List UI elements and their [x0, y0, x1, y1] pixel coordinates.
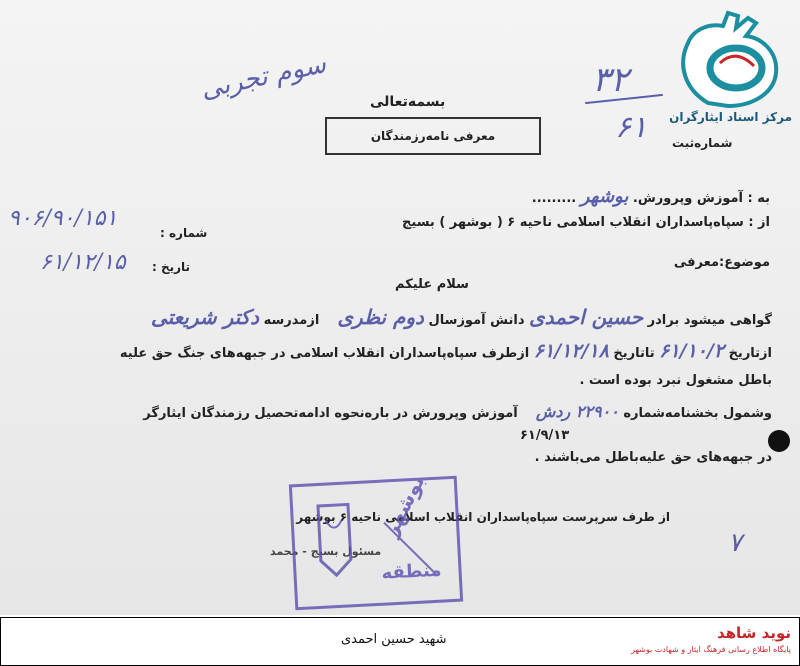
official-stamp: [289, 470, 463, 611]
brand-subtitle: پایگاه اطلاع رسانی فرهنگ ایثار و شهادت بوشهر: [631, 645, 791, 654]
letter-type-title: معرفی نامه‌رزمندگان: [370, 129, 496, 143]
greeting: سلام علیکم: [395, 277, 469, 292]
signature-line: از طرف سرپرست سپاه‌پاسداران انقلاب اسلامی ناحیه ۶ بوشهر: [296, 510, 670, 524]
punch-hole: [768, 430, 790, 452]
recipient-label: به : آموزش وپرورش.: [632, 191, 770, 206]
registration-label: شماره‌ثبت: [672, 136, 733, 150]
letter-type-box: [325, 117, 541, 155]
line2-text-b: تاتاریخ: [613, 346, 655, 361]
sender-line: از : سپاه‌پاسداران انقلاب اسلامی ناحیه ۶ ( بوشهر ) بسیج: [402, 215, 770, 230]
recipient-line: [532, 186, 770, 207]
recipient-dots: .........: [531, 191, 577, 206]
student-name-handwritten: حسین احمدی: [529, 305, 644, 329]
brand-title: نوید شاهد: [716, 624, 791, 642]
handwritten-ref-number-2: ۶۱: [615, 110, 648, 145]
subject-line: موضوع:معرفی: [673, 255, 770, 270]
handwritten-side-mark: ۷: [728, 528, 742, 558]
line4-text-b: آموزش وپرورش در باره‌نحوه ادامه‌تحصیل رزمندگان ایثارگر: [143, 406, 518, 421]
stamp-text-city: بوشهر: [378, 470, 430, 541]
line1-text-b: دانش آموزسال: [428, 313, 525, 328]
stamp-emblem-icon: [292, 479, 458, 605]
handwritten-grade-note: سوم تجربی: [198, 49, 329, 105]
number-label: شماره :: [160, 226, 208, 240]
line4-text-a: وشمول بخشنامه‌شماره: [623, 406, 772, 421]
line2-text-c: ازطرف سپاه‌پاسداران انقلاب اسلامی در جبهه‌های جنگ حق علیه: [119, 346, 530, 361]
caption-footer: [0, 617, 800, 666]
stamp-text-region: منطقه: [381, 559, 442, 584]
recipient-city-handwritten: بوشهر: [580, 186, 629, 207]
bismillah-heading: بسمه‌تعالی: [370, 94, 446, 110]
signatory-name: مسئول بسیج - محمد: [270, 545, 382, 558]
circular-date: ۶۱/۹/۱۳: [520, 428, 570, 443]
from-date-handwritten: ۶۱/۱۰/۲: [659, 340, 725, 362]
hand-heart-logo-icon: [668, 8, 794, 108]
letter-date-value: ۶۱/۱۲/۱۵: [40, 250, 126, 275]
logo-caption: مرکز اسناد ایثارگران: [669, 110, 792, 124]
line1-text-a: گواهی میشود برادر: [647, 313, 772, 328]
certification-line-5: در جبهه‌های حق علیه‌باطل می‌باشند .: [534, 450, 772, 465]
grade-handwritten: دوم نظری: [337, 305, 424, 329]
to-date-handwritten: ۶۱/۱۲/۱۸: [533, 340, 609, 362]
archive-logo: [668, 8, 794, 138]
school-handwritten: دکتر شریعتی: [150, 305, 260, 329]
handwritten-ref-number: ۳۲: [592, 60, 629, 100]
footer-caption: شهید حسین احمدی: [341, 632, 447, 647]
certification-line-3: باطل مشغول نبرد بوده است .: [579, 373, 772, 388]
line1-text-c: ازمدرسه: [263, 313, 320, 328]
certification-line-2: [120, 340, 772, 362]
circular-number-handwritten: ۲۲۹۰۰ ردش: [535, 402, 619, 421]
line2-text-a: ازتاریخ: [728, 346, 772, 361]
date-label: تاریخ :: [152, 260, 191, 274]
letter-number-value: ۹۰۶/۹۰/۱۵۱: [8, 206, 118, 231]
certification-line-4: [143, 402, 772, 421]
certification-line-1: [151, 305, 772, 329]
